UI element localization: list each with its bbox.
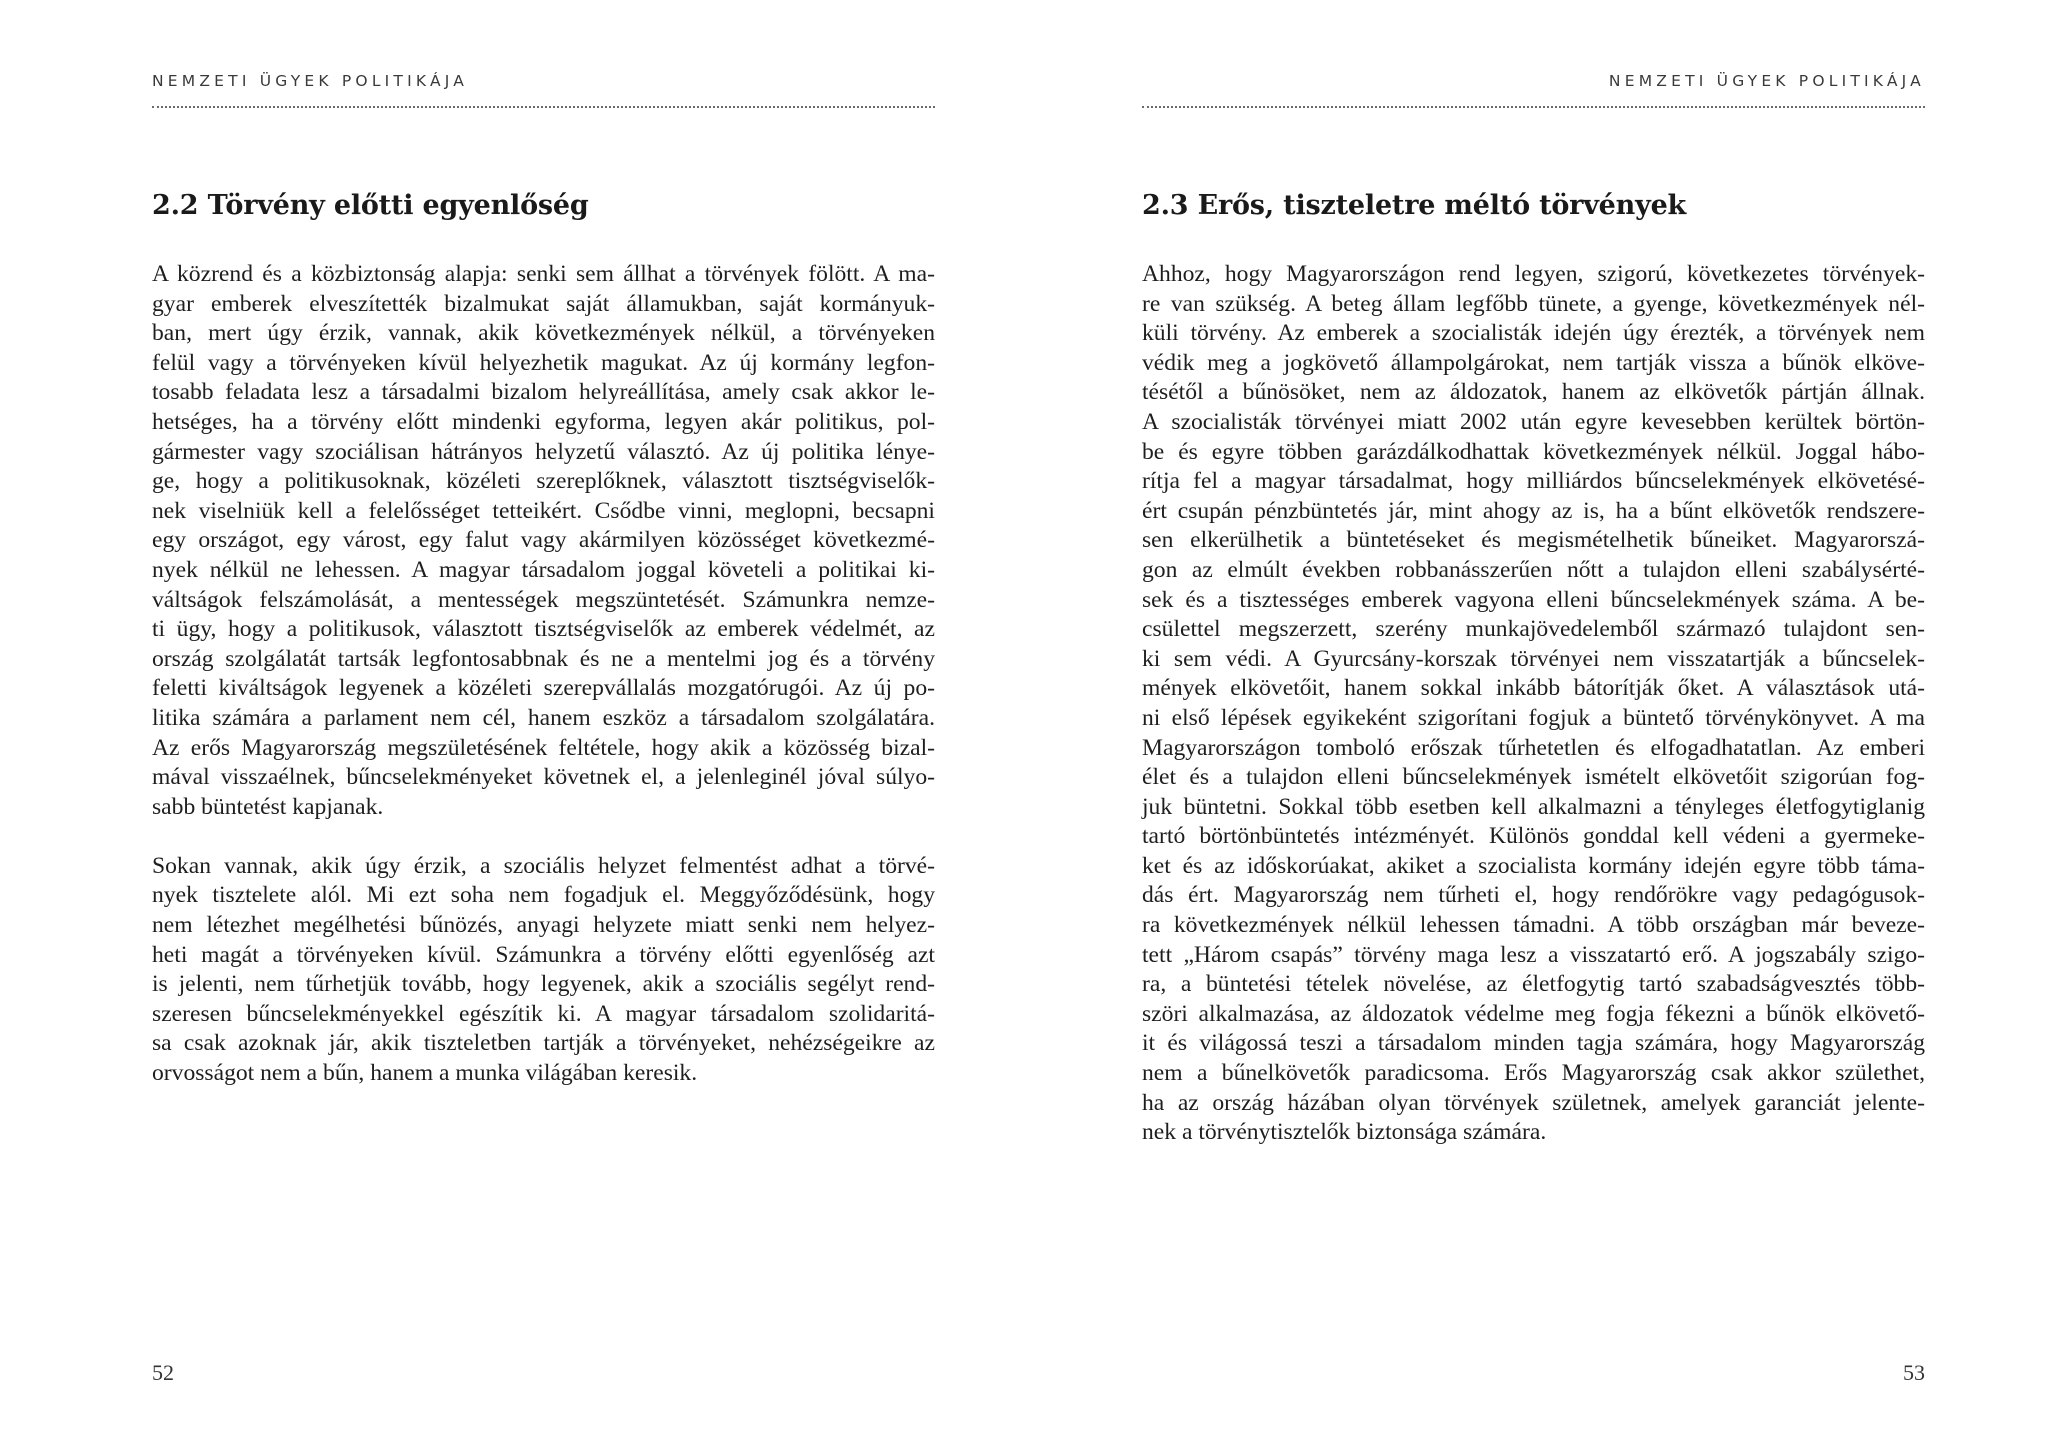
text-line: tett „Három csapás” törvény maga lesz a visszatartó erő. A jogszabály szigo- — [1142, 941, 1925, 968]
text-line: be és egyre többen garázdálkodhattak következmények nélkül. Joggal hábo- — [1142, 438, 1925, 465]
text-line: is jelenti, nem tűrhetjük tovább, hogy legyenek, akik a szociális segélyt rend- — [152, 971, 935, 998]
section-heading: 2.2 Törvény előtti egyenlőség — [152, 190, 589, 221]
text-line: gon az elmúlt években robbanásszerűen nőtt a tulajdon elleni szabálysérté- — [1142, 556, 1925, 583]
body-text — [152, 260, 935, 1089]
text-line: ra, a büntetési tételek növelése, az életfogytig tartó szabadságvesztés több- — [1142, 971, 1925, 998]
text-line: váltságok felszámolását, a mentességek megszüntetését. Számunkra nemze- — [152, 586, 935, 613]
text-line: orvosságot nem a bűn, hanem a munka világában keresik. — [152, 1060, 698, 1087]
text-line: Magyarországon tomboló erőszak tűrhetetlen és elfogadhatatlan. Az emberi — [1142, 734, 1925, 761]
text-line: ért csupán pénzbüntetés jár, mint ahogy az is, ha a bűnt elkövetők rendszere- — [1142, 497, 1925, 524]
text-line: védik meg a jogkövető állampolgárokat, nem tartják vissza a bűnök elköve- — [1142, 349, 1925, 376]
section-heading: 2.3 Erős, tiszteletre méltó törvények — [1142, 190, 1687, 221]
text-line: hetséges, ha a törvény előtt mindenki egyforma, legyen akár politikus, pol- — [152, 408, 935, 435]
text-line: re van szükség. A beteg állam legfőbb tünete, a gyenge, következmények nél- — [1142, 290, 1925, 317]
text-line: élet és a tulajdon elleni bűncselekmények ismételt elkövetőit szigorúan fog- — [1142, 764, 1925, 791]
text-line: ket és az időskorúakat, akiket a szocialista kormány idején egyre több táma- — [1142, 852, 1925, 879]
text-line: tosabb feladata lesz a társadalmi bizalom helyreállítása, amely csak akkor le- — [152, 379, 935, 406]
text-line: ra következmények nélkül lehessen támadni. A több országban már beveze- — [1142, 912, 1925, 939]
text-line: nek a törvénytisztelők biztonsága számára. — [1142, 1119, 1547, 1146]
running-head — [152, 72, 935, 108]
text-line: mények elkövetőit, hanem sokkal inkább bátorítják őket. A választások utá- — [1142, 675, 1925, 702]
paragraph — [1142, 260, 1925, 1148]
text-line: sen elkerülhetik a büntetéseket és megismételhetik bűneiket. Magyarorszá- — [1142, 527, 1925, 554]
text-line: szeresen bűncselekményekkel egészítik ki. A magyar társadalom szolidaritá- — [152, 1000, 935, 1027]
text-line: szöri alkalmazása, az áldozatok védelme meg fogja fékezni a bűnök elkövető- — [1142, 1000, 1925, 1027]
text-line: csülettel megszerzett, szerény munkajövedelemből származó tulajdont sen- — [1142, 616, 1925, 643]
text-line: Ahhoz, hogy Magyarországon rend legyen, szigorú, következetes törvények- — [1142, 261, 1925, 287]
text-line: rítja fel a magyar társadalmat, hogy milliárdos bűncselekmények elkövetésé- — [1142, 468, 1925, 495]
text-line: heti magát a törvényeken kívül. Számunkra a törvény előtti egyenlőség azt — [152, 941, 935, 968]
text-line: felül vagy a törvényeken kívül helyezhetik magukat. Az új kormány legfon- — [152, 349, 935, 376]
text-line: tartó börtönbüntetés intézményét. Különös gonddal kell védeni a gyermeke- — [1142, 823, 1925, 850]
text-line: feletti kiváltságok legyenek a közéleti szerepvállalás mozgatórugói. Az új po- — [152, 675, 935, 702]
text-line: tésétől a bűnösöket, nem az áldozatok, hanem az elkövetők pártján állnak. — [1142, 379, 1925, 406]
text-line: Sokan vannak, akik úgy érzik, a szociális helyzet felmentést adhat a törvé- — [152, 852, 935, 879]
text-line: ha az ország házában olyan törvények születnek, amelyek garanciát jelente- — [1142, 1089, 1925, 1116]
paragraph — [152, 260, 935, 822]
text-line: Az erős Magyarország megszületésének feltétele, hogy akik a közösség bizal- — [152, 734, 935, 761]
text-line: juk büntetni. Sokkal több esetben kell alkalmazni a tényleges életfogytiglanig — [1142, 793, 1925, 820]
text-line: nyek tisztelete alól. Mi ezt soha nem fogadjuk el. Meggyőződésünk, hogy — [152, 882, 935, 909]
text-line: sabb büntetést kapjanak. — [152, 793, 384, 820]
text-line: ki sem védi. A Gyurcsány-korszak törvényei nem visszatartják a bűncselek- — [1142, 645, 1925, 672]
text-line: A szocialisták törvényei miatt 2002 után egyre kevesebben kerültek börtön- — [1142, 408, 1925, 435]
page-number: 53 — [1903, 1360, 1925, 1385]
text-line: ni első lépések egyikeként szigorítani fogjuk a büntető törvénykönyvet. A ma — [1142, 704, 1925, 731]
running-head — [1142, 72, 1925, 108]
text-line: it és világossá teszi a társadalom minden tagja számára, hogy Magyarország — [1142, 1030, 1925, 1057]
text-line: nek viselniük kell a felelősséget tetteikért. Csődbe vinni, meglopni, becsapni — [152, 497, 935, 524]
text-line: litika számára a parlament nem cél, hanem eszköz a társadalom szolgálatára. — [152, 704, 935, 731]
page-number: 52 — [152, 1360, 174, 1385]
text-line: sek és a tisztességes emberek vagyona elleni bűncselekmények száma. A be- — [1142, 586, 1925, 613]
left-page — [152, 0, 935, 1454]
text-line: gyar emberek elveszítették bizalmukat saját államukban, saját kormányuk- — [152, 290, 935, 317]
running-head-text: NEMZETI ÜGYEK POLITIKÁJA — [152, 72, 469, 90]
text-line: ban, mert úgy érzik, vannak, akik következmények nélkül, a törvényeken — [152, 320, 935, 347]
text-line: gármester vagy szociálisan hátrányos helyzetű választó. Az új politika lénye- — [152, 438, 935, 465]
body-text — [1142, 260, 1925, 1148]
text-line: ge, hogy a politikusoknak, közéleti szereplőknek, választott tisztségviselők- — [152, 468, 935, 495]
running-head-text: NEMZETI ÜGYEK POLITIKÁJA — [1608, 72, 1925, 90]
text-line: mával visszaélnek, bűncselekményeket követnek el, a jelenleginél jóval súlyo- — [152, 764, 935, 791]
text-line: nem a bűnelkövetők paradicsoma. Erős Magyarország csak akkor születhet, — [1142, 1060, 1925, 1087]
text-line: A közrend és a közbiztonság alapja: senki sem állhat a törvények fölött. A ma- — [152, 261, 935, 287]
text-line: ti ügy, hogy a politikusok, választott tisztségviselők az emberek védelmét, az — [152, 616, 935, 643]
paragraph-gap — [152, 822, 935, 852]
text-line: ország szolgálatát tartsák legfontosabbnak és ne a mentelmi jog és a törvény — [152, 645, 935, 672]
text-line: nyek nélkül ne lehessen. A magyar társadalom joggal követeli a politikai ki- — [152, 556, 935, 583]
text-line: sa csak azoknak jár, akik tiszteletben tartják a törvényeket, nehézségeikre az — [152, 1030, 935, 1057]
text-line: egy országot, egy várost, egy falut vagy akármilyen közösséget következmé- — [152, 527, 935, 554]
text-line: dás ért. Magyarország nem tűrheti el, hogy rendőrökre vagy pedagógusok- — [1142, 882, 1925, 909]
paragraph — [152, 852, 935, 1089]
right-page — [1142, 0, 1925, 1454]
text-line: küli törvény. Az emberek a szocialisták idején úgy érezték, a törvények nem — [1142, 320, 1925, 347]
text-line: nem létezhet megélhetési bűnözés, anyagi helyzete miatt senki nem helyez- — [152, 912, 935, 939]
